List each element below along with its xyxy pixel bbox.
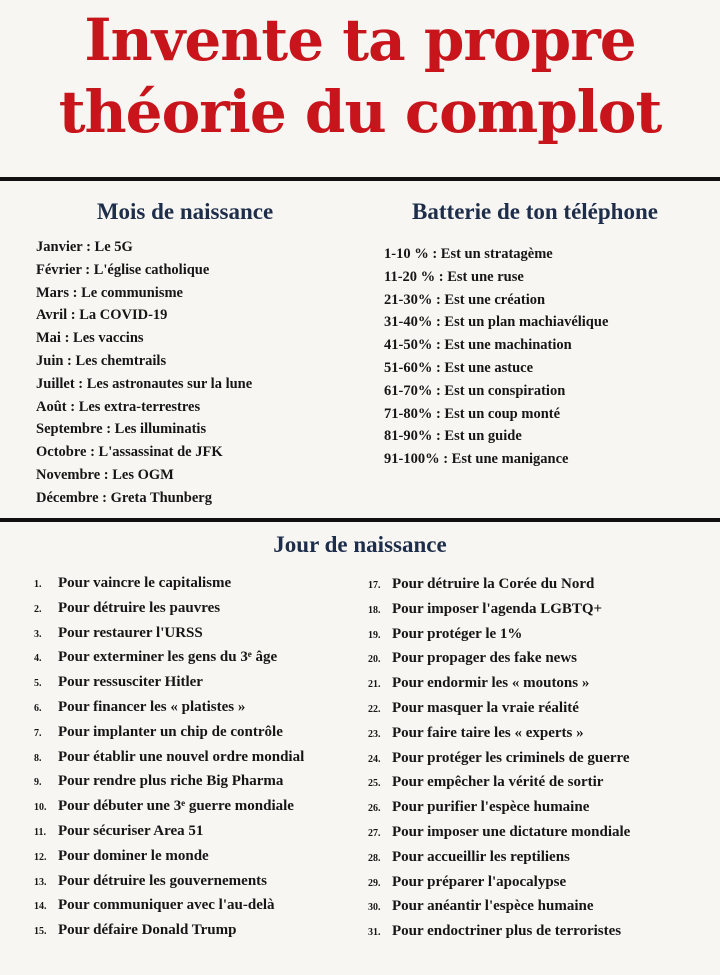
- battery-item: 81-90% : Est un guide: [384, 428, 522, 445]
- title-line-1: Invente ta propre: [84, 6, 636, 74]
- day-item: [368, 795, 630, 820]
- month-item: Décembre : Greta Thunberg: [36, 489, 212, 506]
- day-number: 7.: [34, 727, 42, 739]
- month-item: Août : Les extra-terrestres: [36, 398, 201, 415]
- day-text: Pour endormir les « moutons »: [392, 675, 590, 692]
- month-item: Janvier : Le 5G: [36, 239, 133, 255]
- day-item: [368, 894, 630, 919]
- day-number: 20.: [368, 654, 381, 666]
- battery-item: 61-70% : Est un conspiration: [384, 382, 566, 399]
- day-number: 22.: [368, 703, 381, 715]
- day-number: 6.: [34, 702, 42, 714]
- page-title: [0, 4, 720, 148]
- day-number: 28.: [368, 852, 381, 864]
- day-text: Pour détruire les pauvres: [58, 599, 221, 616]
- middle-divider: [0, 518, 720, 522]
- day-item: [368, 696, 630, 721]
- day-item: [368, 721, 630, 746]
- day-text: Pour restaurer l'URSS: [58, 624, 203, 641]
- day-text: Pour implanter un chip de contrôle: [58, 723, 283, 740]
- day-number: 8.: [34, 752, 42, 764]
- month-heading: Mois de naissance: [96, 199, 274, 224]
- day-number: 25.: [368, 778, 381, 790]
- top-divider: [0, 177, 720, 181]
- day-number: 9.: [34, 777, 42, 789]
- day-text: Pour défaire Donald Trump: [58, 922, 237, 939]
- day-item: [34, 695, 304, 720]
- day-text: Pour masquer la vraie réalité: [392, 699, 579, 716]
- day-text: Pour vaincre le capitalisme: [58, 575, 232, 591]
- day-text: Pour préparer l'apocalypse: [392, 873, 567, 890]
- day-text: Pour ressusciter Hitler: [58, 674, 203, 691]
- day-number: 29.: [368, 877, 381, 889]
- battery-item: 41-50% : Est une machination: [384, 337, 572, 354]
- day-number: 30.: [368, 902, 381, 914]
- battery-item: 11-20 % : Est une ruse: [384, 268, 524, 285]
- day-text: Pour faire taire les « experts »: [392, 724, 584, 741]
- day-item: [368, 919, 630, 944]
- day-number: 27.: [368, 827, 381, 839]
- day-number: 14.: [34, 901, 47, 913]
- day-text: Pour détruire la Corée du Nord: [392, 576, 595, 592]
- day-item: [368, 870, 630, 895]
- day-number: 13.: [34, 876, 47, 888]
- day-item: [368, 746, 630, 771]
- title-line-2: théorie du complot: [58, 78, 662, 146]
- day-text: Pour protéger le 1%: [392, 625, 523, 642]
- day-item: [368, 597, 630, 622]
- day-item: [34, 720, 304, 745]
- day-number: 15.: [34, 926, 47, 938]
- day-text: Pour purifier l'espèce humaine: [392, 799, 590, 816]
- battery-item: 1-10 % : Est un stratagème: [384, 246, 553, 262]
- battery-item: 91-100% : Est une manigance: [384, 451, 569, 468]
- day-heading: Jour de naissance: [273, 532, 447, 557]
- day-number: 24.: [368, 753, 381, 765]
- day-text: Pour propager des fake news: [392, 650, 578, 667]
- day-text: Pour anéantir l'espèce humaine: [392, 898, 594, 915]
- day-text: Pour communiquer avec l'au-delà: [58, 897, 275, 914]
- day-item: [34, 893, 304, 918]
- month-item: Octobre : L'assassinat de JFK: [36, 444, 223, 461]
- day-text: Pour protéger les criminels de guerre: [392, 749, 630, 766]
- day-item: [34, 794, 304, 819]
- battery-item: 31-40% : Est un plan machiavélique: [384, 314, 609, 331]
- day-item: [34, 869, 304, 894]
- day-item: [368, 622, 630, 647]
- month-list: [36, 236, 252, 510]
- day-number: 10.: [34, 802, 47, 814]
- day-number: 21.: [368, 679, 381, 691]
- day-text: Pour financer les « platistes »: [58, 698, 246, 715]
- day-number: 5.: [34, 678, 42, 690]
- day-text: Pour empêcher la vérité de sortir: [392, 774, 604, 791]
- day-number: 26.: [368, 803, 381, 815]
- battery-item: 51-60% : Est une astuce: [384, 359, 534, 376]
- day-item: [368, 770, 630, 795]
- day-number: 3.: [34, 628, 42, 640]
- day-item: [34, 918, 304, 943]
- day-text: Pour débuter une 3ᵉ guerre mondiale: [58, 798, 294, 815]
- day-item: [34, 645, 304, 670]
- day-number: 17.: [368, 580, 381, 591]
- day-item: [368, 572, 630, 597]
- battery-heading: Batterie de ton téléphone: [412, 199, 658, 224]
- day-item: [34, 819, 304, 844]
- day-number: 1.: [34, 579, 42, 590]
- month-item: Septembre : Les illuminatis: [36, 421, 207, 438]
- day-item: [34, 670, 304, 695]
- day-text: Pour accueillir les reptiliens: [392, 848, 570, 865]
- day-text: Pour dominer le monde: [58, 847, 209, 864]
- day-number: 23.: [368, 728, 381, 740]
- day-text: Pour rendre plus riche Big Pharma: [58, 773, 284, 790]
- day-item: [34, 769, 304, 794]
- day-text: Pour imposer l'agenda LGBTQ+: [392, 600, 603, 617]
- day-number: 4.: [34, 653, 42, 665]
- day-list-left: [34, 571, 304, 943]
- month-item: Mai : Les vaccins: [36, 330, 144, 347]
- day-number: 2.: [34, 603, 42, 615]
- month-item: Février : L'église catholique: [36, 261, 210, 278]
- day-item: [34, 745, 304, 770]
- day-number: 18.: [368, 604, 381, 616]
- month-item: Novembre : Les OGM: [36, 466, 174, 483]
- day-list-right: [368, 572, 630, 944]
- day-text: Pour établir une nouvel ordre mondial: [58, 748, 305, 765]
- day-item: [34, 621, 304, 646]
- day-text: Pour détruire les gouvernements: [58, 872, 267, 889]
- day-item: [368, 820, 630, 845]
- month-item: Juillet : Les astronautes sur la lune: [36, 375, 253, 392]
- day-item: [368, 671, 630, 696]
- day-item: [34, 596, 304, 621]
- day-item: [368, 646, 630, 671]
- battery-item: 21-30% : Est une création: [384, 291, 546, 308]
- battery-item: 71-80% : Est un coup monté: [384, 405, 561, 422]
- month-item: Juin : Les chemtrails: [36, 352, 167, 369]
- battery-list: [384, 243, 608, 471]
- day-text: Pour endoctriner plus de terroristes: [392, 923, 622, 940]
- day-number: 31.: [368, 927, 381, 939]
- month-item: Mars : Le communisme: [36, 284, 183, 301]
- day-text: Pour imposer une dictature mondiale: [392, 823, 631, 840]
- month-item: Avril : La COVID-19: [36, 307, 168, 324]
- day-number: 19.: [368, 629, 381, 641]
- day-text: Pour sécuriser Area 51: [58, 822, 204, 839]
- day-number: 12.: [34, 851, 47, 863]
- day-item: [368, 845, 630, 870]
- day-item: [34, 571, 304, 596]
- day-item: [34, 844, 304, 869]
- day-number: 11.: [34, 826, 46, 838]
- day-text: Pour exterminer les gens du 3ᵉ âge: [58, 649, 278, 666]
